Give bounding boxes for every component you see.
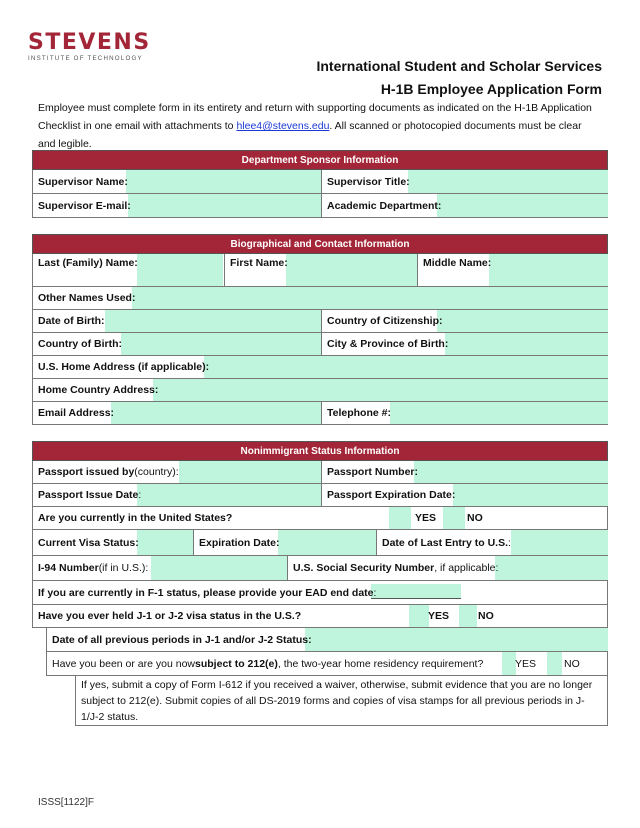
subject-212e-yes-label: YES: [515, 657, 537, 670]
passport-expiration-label: Passport Expiration Date:: [327, 489, 456, 501]
if-yes-instructions: If yes, submit a copy of Form I-612 if you received a waiver, otherwise, submit evidence that you are no longer subject to 212(e). Submit copies of all DS-2019 forms and copies of visa stamps for all previous periods in J-1/J-2 status.: [81, 679, 593, 723]
intro-paragraph: [38, 99, 598, 153]
passport-issue-label: Passport Issue Date: [38, 489, 139, 501]
dob-field[interactable]: [105, 310, 321, 332]
i94-suffix: (if in U.S.):: [98, 562, 149, 574]
row-us-address: [32, 356, 608, 379]
row-passport-dates: [32, 484, 608, 507]
us-address-label: U.S. Home Address (if applicable):: [38, 361, 210, 373]
row-in-us: [32, 507, 608, 530]
supervisor-name-label: Supervisor Name:: [38, 175, 128, 188]
visa-status-field[interactable]: [137, 530, 193, 555]
email-field[interactable]: [111, 402, 321, 424]
passport-by-label: Passport issued by: [38, 466, 135, 478]
intro-text-after: . All scanned or photocopied documents must be clear and legible.: [38, 120, 582, 150]
j1-dates-field[interactable]: [305, 628, 608, 651]
row-contact: [32, 402, 608, 425]
passport-by-suffix: (country):: [134, 466, 179, 478]
supervisor-name-field[interactable]: [126, 170, 321, 193]
first-name-field[interactable]: [286, 254, 417, 286]
telephone-field[interactable]: [390, 402, 608, 424]
in-us-yes-label: YES: [415, 512, 437, 524]
supervisor-email-field[interactable]: [128, 194, 321, 217]
f1-label: If you are currently in F-1 status, please provide your EAD end date: [38, 586, 374, 599]
academic-department-field[interactable]: [437, 194, 608, 217]
last-entry-colon: :: [508, 536, 511, 549]
passport-number-field[interactable]: [414, 461, 608, 483]
row-visa: [32, 530, 608, 556]
row-212e: [46, 652, 608, 676]
passport-number-label: Passport Number:: [327, 466, 419, 478]
expiration-label: Expiration Date:: [199, 536, 280, 549]
first-name-label: First Name:: [230, 257, 288, 269]
subject-212e-pre: Have you been or are you now: [52, 657, 196, 670]
subject-212e-post: , the two-year home residency requirement?: [277, 657, 484, 670]
last-name-label: Last (Family) Name:: [38, 257, 138, 269]
org-name: International Student and Scholar Services: [316, 58, 602, 74]
passport-issue-field[interactable]: [137, 484, 321, 506]
passport-issue-colon: :: [138, 489, 142, 501]
academic-department-label: Academic Department:: [327, 199, 442, 212]
row-f1: [32, 581, 608, 605]
visa-status-label: Current Visa Status:: [38, 536, 139, 549]
city-birth-label: City & Province of Birth:: [327, 338, 449, 350]
other-names-label: Other Names Used:: [38, 292, 136, 304]
in-us-no-label: NO: [467, 512, 483, 524]
row-if-yes: [75, 676, 608, 726]
row-names: [32, 254, 608, 287]
citizenship-field[interactable]: [437, 310, 608, 332]
i94-label: I-94 Number: [38, 562, 99, 574]
j1-dates-label: Date of all previous periods in J-1 and/or J-2 Status:: [52, 633, 312, 646]
row-i94: [32, 556, 608, 581]
section-header-dept: Department Sponsor Information: [32, 150, 608, 170]
passport-country-field[interactable]: [179, 461, 321, 483]
ssn-label: U.S. Social Security Number: [293, 562, 435, 574]
home-address-field[interactable]: [153, 379, 608, 401]
row-passport: [32, 461, 608, 484]
supervisor-email-label: Supervisor E-mail:: [38, 199, 131, 212]
stevens-logo: [28, 32, 151, 62]
citizenship-label: Country of Citizenship:: [327, 315, 443, 327]
supervisor-title-field[interactable]: [408, 170, 608, 193]
home-address-label: Home Country Address:: [38, 384, 159, 396]
intro-text-before: Employee must complete form in its entirety and return with supporting documents as indicated on the H-1B Application Checklist in one email with attachments to: [38, 102, 592, 132]
row-home-address: [32, 379, 608, 402]
f1-colon: :: [373, 586, 377, 599]
subject-212e-bold: subject to 212(e): [195, 657, 278, 670]
row-j1: [32, 605, 608, 628]
last-entry-field[interactable]: [511, 530, 608, 555]
other-names-field[interactable]: [132, 287, 608, 309]
form-title: H-1B Employee Application Form: [380, 81, 602, 97]
ssn-field[interactable]: [495, 556, 608, 580]
logo-name: STEVENS: [28, 30, 151, 55]
us-address-field[interactable]: [204, 356, 608, 378]
last-entry-label: Date of Last Entry to U.S.: [382, 536, 509, 549]
passport-expiration-field[interactable]: [453, 484, 608, 506]
row-supervisor-email: [32, 194, 608, 218]
country-birth-label: Country of Birth:: [38, 338, 122, 350]
row-supervisor: [32, 170, 608, 194]
contact-email-link[interactable]: hlee4@stevens.edu: [236, 120, 330, 132]
country-birth-field[interactable]: [121, 333, 321, 355]
telephone-label: Telephone #:: [327, 407, 391, 419]
middle-name-label: Middle Name:: [423, 257, 492, 269]
j1-no-label: NO: [478, 610, 494, 622]
in-us-label: Are you currently in the United States?: [38, 512, 233, 524]
section-header-status: Nonimmigrant Status Information: [32, 441, 608, 461]
city-birth-field[interactable]: [445, 333, 608, 355]
row-birth: [32, 333, 608, 356]
dob-label: Date of Birth:: [38, 315, 105, 327]
row-dob: [32, 310, 608, 333]
form-code: ISSS[1122]F: [38, 797, 94, 808]
middle-name-field[interactable]: [489, 254, 608, 286]
in-us-yes-box[interactable]: [389, 507, 411, 529]
logo-tagline: INSTITUTE OF TECHNOLOGY: [28, 55, 143, 62]
expiration-field[interactable]: [278, 530, 376, 555]
subject-212e-no-label: NO: [564, 657, 580, 670]
supervisor-title-label: Supervisor Title:: [327, 175, 410, 188]
email-label: Email Address:: [38, 407, 115, 419]
row-other-names: [32, 287, 608, 310]
j1-yes-label: YES: [428, 610, 450, 622]
ead-end-date-field[interactable]: [371, 584, 461, 599]
ssn-suffix: , if applicable:: [434, 562, 499, 574]
section-header-bio: Biographical and Contact Information: [32, 234, 608, 254]
row-j1-dates: [46, 628, 608, 652]
last-name-field[interactable]: [137, 254, 223, 286]
j1-label: Have you ever held J-1 or J-2 visa status in the U.S.?: [38, 610, 302, 622]
i94-field[interactable]: [151, 556, 287, 580]
